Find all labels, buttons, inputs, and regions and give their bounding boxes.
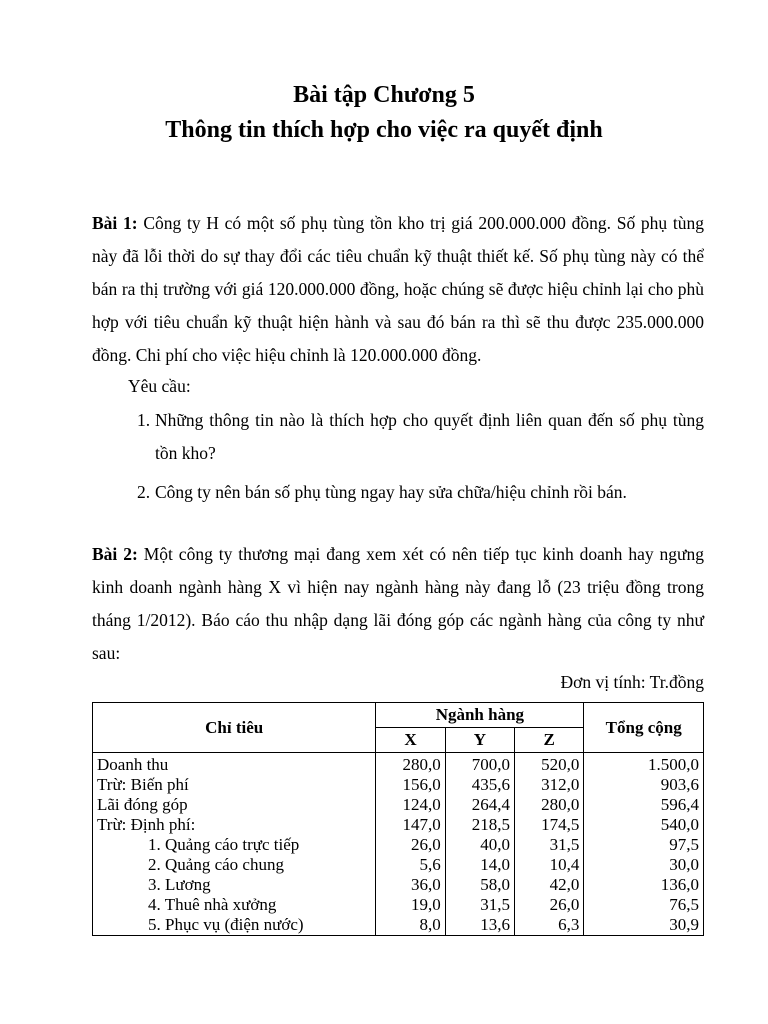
requirement-list: [137, 404, 704, 509]
cell-y: 435,6: [445, 775, 514, 795]
cell-x: 147,0: [376, 815, 445, 835]
row-label: Trừ: Biến phí: [93, 775, 376, 795]
table-row: [93, 895, 704, 915]
cell-x: 19,0: [376, 895, 445, 915]
list-item-text: Những thông tin nào là thích hợp cho quyết định liên quan đến số phụ tùng tồn kho?: [155, 410, 704, 463]
list-item-text: Công ty nên bán số phụ tùng ngay hay sửa chữa/hiệu chỉnh rồi bán.: [155, 482, 627, 502]
table-row: [93, 795, 704, 815]
exercise-2-paragraph: [92, 538, 704, 670]
cell-total: 30,9: [584, 915, 704, 936]
cell-z: 6,3: [515, 915, 584, 936]
table-row: [93, 775, 704, 795]
cell-z: 520,0: [515, 753, 584, 776]
cell-z: 312,0: [515, 775, 584, 795]
cell-total: 136,0: [584, 875, 704, 895]
cell-z: 174,5: [515, 815, 584, 835]
row-label: 4. Thuê nhà xưởng: [93, 895, 376, 915]
list-item-number: 2.: [137, 482, 151, 502]
table-row: [93, 835, 704, 855]
row-label: Doanh thu: [93, 753, 376, 776]
exercise-2-text: Một công ty thương mại đang xem xét có nên tiếp tục kinh doanh hay ngưng kinh doanh ngành hàng X vì hiện nay ngành hàng này đang lỗ (23 triệu đồng trong tháng 1/2012). Báo cáo thu nhập dạng lãi đóng góp các ngành hàng của công ty như sau:: [92, 544, 704, 663]
cell-y: 14,0: [445, 855, 514, 875]
header-col-z: Z: [515, 728, 584, 753]
exercise-1-paragraph: [92, 207, 704, 372]
cell-total: 596,4: [584, 795, 704, 815]
header-total: Tổng cộng: [584, 703, 704, 753]
row-label: 1. Quảng cáo trực tiếp: [93, 835, 376, 855]
cell-y: 31,5: [445, 895, 514, 915]
cell-y: 40,0: [445, 835, 514, 855]
cell-y: 700,0: [445, 753, 514, 776]
cell-total: 540,0: [584, 815, 704, 835]
cell-y: 58,0: [445, 875, 514, 895]
table-row: [93, 815, 704, 835]
cell-z: 10,4: [515, 855, 584, 875]
cell-z: 42,0: [515, 875, 584, 895]
row-label: Lãi đóng góp: [93, 795, 376, 815]
cell-y: 264,4: [445, 795, 514, 815]
header-group: Ngành hàng: [376, 703, 584, 728]
table-row: [93, 855, 704, 875]
cell-x: 5,6: [376, 855, 445, 875]
unit-label: Đơn vị tính: Tr.đồng: [560, 672, 704, 692]
requirement-label: Yêu cầu:: [128, 376, 191, 396]
header-col-y: Y: [445, 728, 514, 753]
exercise-1-label: Bài 1:: [92, 213, 138, 233]
table-row: [93, 753, 704, 776]
document-title: Bài tập Chương 5: [293, 82, 475, 108]
cell-x: 280,0: [376, 753, 445, 776]
exercise-1-text: Công ty H có một số phụ tùng tồn kho trị giá 200.000.000 đồng. Số phụ tùng này đã lỗi thời do sự thay đổi các tiêu chuẩn kỹ thuật thiết kế. Số phụ tùng này có thể bán ra thị trường với giá 120.000.000 đồng, hoặc chúng sẽ được hiệu chỉnh lại cho phù hợp với tiêu chuẩn kỹ thuật hiện hành và sau đó bán ra thì sẽ thu được 235.000.000 đồng. Chi phí cho việc hiệu chỉnh là 120.000.000 đồng.: [92, 213, 704, 365]
row-label: 5. Phục vụ (điện nước): [93, 915, 376, 936]
cell-x: 8,0: [376, 915, 445, 936]
income-statement-table: [92, 702, 704, 936]
cell-z: 280,0: [515, 795, 584, 815]
cell-total: 30,0: [584, 855, 704, 875]
header-label: Chỉ tiêu: [93, 703, 376, 753]
cell-total: 1.500,0: [584, 753, 704, 776]
cell-x: 156,0: [376, 775, 445, 795]
header-col-x: X: [376, 728, 445, 753]
cell-y: 218,5: [445, 815, 514, 835]
row-label: 2. Quảng cáo chung: [93, 855, 376, 875]
table-row: [93, 915, 704, 936]
cell-x: 36,0: [376, 875, 445, 895]
exercise-2-label: Bài 2:: [92, 544, 138, 564]
list-item: [137, 476, 704, 509]
cell-z: 26,0: [515, 895, 584, 915]
cell-total: 97,5: [584, 835, 704, 855]
list-item: [137, 404, 704, 470]
cell-z: 31,5: [515, 835, 584, 855]
cell-x: 26,0: [376, 835, 445, 855]
document-subtitle: Thông tin thích hợp cho việc ra quyết định: [165, 117, 603, 143]
cell-y: 13,6: [445, 915, 514, 936]
row-label: 3. Lương: [93, 875, 376, 895]
cell-total: 76,5: [584, 895, 704, 915]
cell-x: 124,0: [376, 795, 445, 815]
row-label: Trừ: Định phí:: [93, 815, 376, 835]
list-item-number: 1.: [137, 410, 151, 430]
table-row: [93, 875, 704, 895]
cell-total: 903,6: [584, 775, 704, 795]
